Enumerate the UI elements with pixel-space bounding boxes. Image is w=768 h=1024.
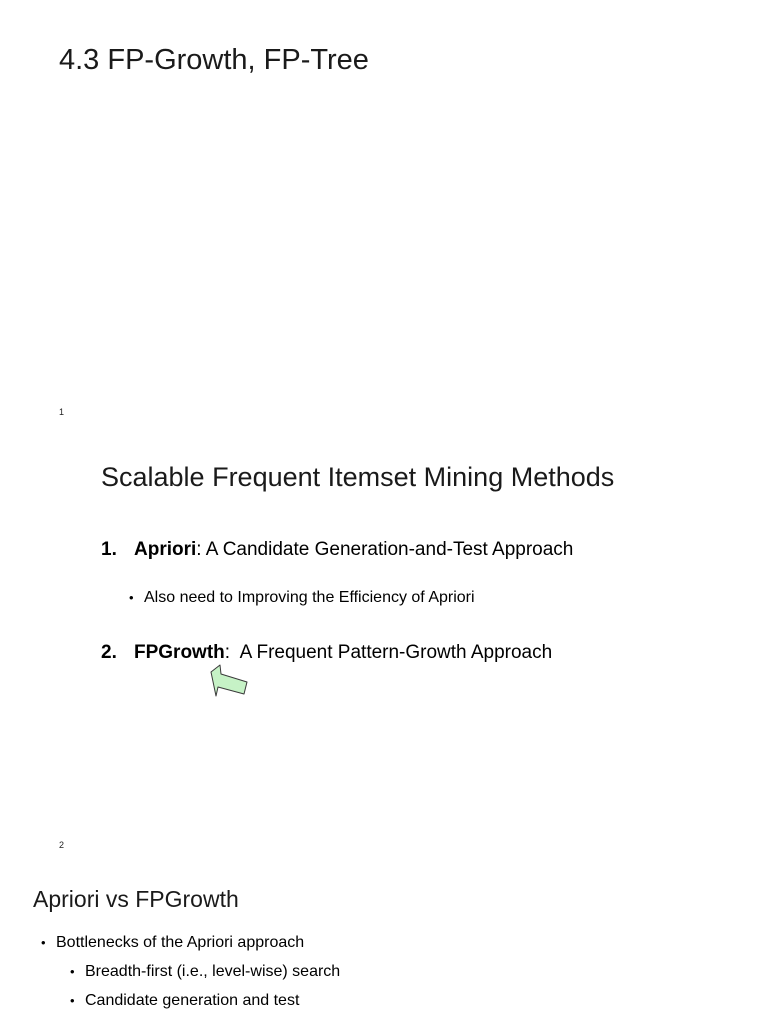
slide-2-title: Scalable Frequent Itemset Mining Methods: [101, 462, 615, 492]
bullet-text: Breadth-first (i.e., level-wise) search: [85, 963, 341, 980]
bullet-icon: •: [129, 590, 134, 605]
item-description: : A Frequent Pattern-Growth Approach: [224, 642, 553, 663]
slide-2-number: 2: [59, 840, 65, 850]
bullet-text: Candidate generation and test: [85, 992, 300, 1009]
slide-1-title: 4.3 FP-Growth, FP-Tree: [59, 44, 369, 76]
item-number: 2.: [101, 642, 117, 663]
item-description: : A Candidate Generation-and-Test Approach: [196, 539, 574, 560]
bullet-item: [70, 963, 340, 981]
item-term: FPGrowth: [134, 642, 225, 663]
item-number: 1.: [101, 539, 117, 560]
bullet-item: [70, 992, 299, 1010]
sub-bullet: [129, 589, 475, 607]
pointer-arrow-icon: [206, 664, 252, 698]
bullet-icon: •: [70, 993, 75, 1008]
slide-3-title: Apriori vs FPGrowth: [33, 886, 239, 912]
numbered-item-apriori: [101, 539, 573, 561]
bullet-icon: •: [41, 935, 46, 950]
item-term: Apriori: [134, 539, 197, 560]
numbered-item-fpgrowth: [101, 642, 552, 664]
bullet-item: [41, 934, 304, 952]
bullet-text: Bottlenecks of the Apriori approach: [56, 934, 305, 951]
sub-bullet-text: Also need to Improving the Efficiency of Apriori: [144, 589, 475, 606]
slide-1-number: 1: [59, 407, 65, 417]
bullet-icon: •: [70, 964, 75, 979]
